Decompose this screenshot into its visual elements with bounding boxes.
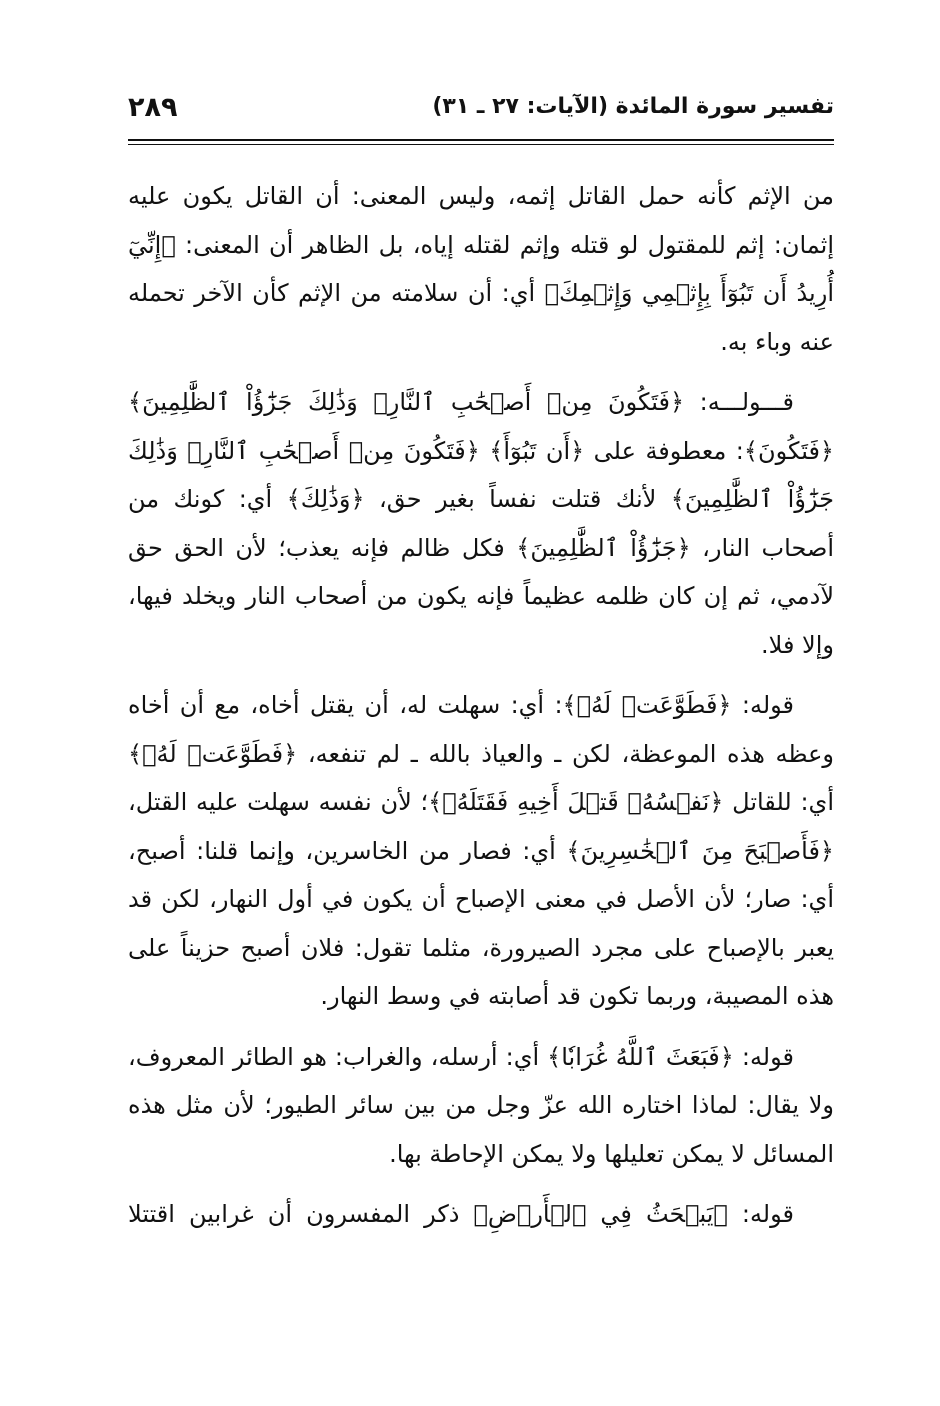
running-title: تفسير سورة المائدة (الآيات: ٢٧ ـ ٣١)	[432, 94, 834, 119]
paragraph-3: قوله: ﴿فَطَوَّعَتۡ لَهُۥ﴾: أي: سهلت له، أن يقتل أخاه، مع أن أخاه وعظه هذه الموعظة، لكن ـ والعياذ بالله ـ لم تنفعه، ﴿فَطَوَّعَتۡ لَهُۥ﴾ أي: للقاتل ﴿نَفۡسُهُۥ قَتۡلَ أَخِيهِ فَقَتَلَهُۥ﴾؛ لأن نفسه سهلت عليه القتل، ﴿فَأَصۡبَحَ مِنَ ٱلۡخَٰسِرِينَ﴾ أي: فصار من الخاسرين، وإنما قلنا: أصبح، أي: صار؛ لأن الأصل في معنى الإصباح أن يكون في أول النهار، لكن قد يعبر بالإصباح على مجرد الصيرورة، مثلما تقول: فلان أصبح حزيناً على هذه المصيبة، وربما تكون قد أصابته في وسط النهار.	[128, 691, 834, 1010]
paragraph-5: قوله: ﴿يَبۡحَثُ فِي ٱلۡأَرۡضِ﴾ ذكر المفسرون أن غرابين اقتتلا	[128, 1200, 794, 1228]
header-rule-thick	[128, 139, 834, 141]
header-rule-thin	[128, 144, 834, 145]
paragraph-4: قوله: ﴿فَبَعَثَ ٱللَّهُ غُرَابٗا﴾ أي: أرسله، والغراب: هو الطائر المعروف، ولا يقال: لماذا اختاره الله عزّ وجل من بين سائر الطيور؛ لأن مثل هذه المسائل لا يمكن تعليلها ولا يمكن الإحاطة بها.	[128, 1042, 834, 1168]
running-header	[128, 92, 834, 132]
paragraph-2: قـــولـــه: ﴿فَتَكُونَ مِنۡ أَصۡحَٰبِ ٱلنَّارِۚ وَذَٰلِكَ جَزَٰٓؤُاْ ٱلظَّٰلِمِينَ﴾ ﴿فَتَكُونَ﴾: معطوفة على ﴿أَن تَبُوٓأَ﴾ ﴿فَتَكُونَ مِنۡ أَصۡحَٰبِ ٱلنَّارِۚ وَذَٰلِكَ جَزَٰٓؤُاْ ٱلظَّٰلِمِينَ﴾ لأنك قتلت نفساً بغير حق، ﴿وَذَٰلِكَ﴾ أي: كونك من أصحاب النار، ﴿جَزَٰٓؤُاْ ٱلظَّٰلِمِينَ﴾ فكل ظالم فإنه يعذب؛ لأن الحق حق لآدمي، ثم إن كان ظلمه عظيماً فإنه يكون من أصحاب النار ويخلد فيها، وإلا فلا.	[128, 388, 834, 659]
paragraph-1: من الإثم كأنه حمل القاتل إثمه، وليس المعنى: أن القاتل يكون عليه إثمان: إثم للمقتول لو قتله وإثم لقتله إياه، بل الظاهر أن المعنى: ﴿إِنِّيٓ أُرِيدُ أَن تَبُوٓأَ بِإِثۡمِي وَإِثۡمِكَ﴾ أي: أن سلامته من الإثم كأن الآخر تحمله عنه وباء به.	[128, 182, 834, 356]
body-text	[128, 172, 834, 1251]
page-number: ٢٨٩	[128, 92, 178, 123]
